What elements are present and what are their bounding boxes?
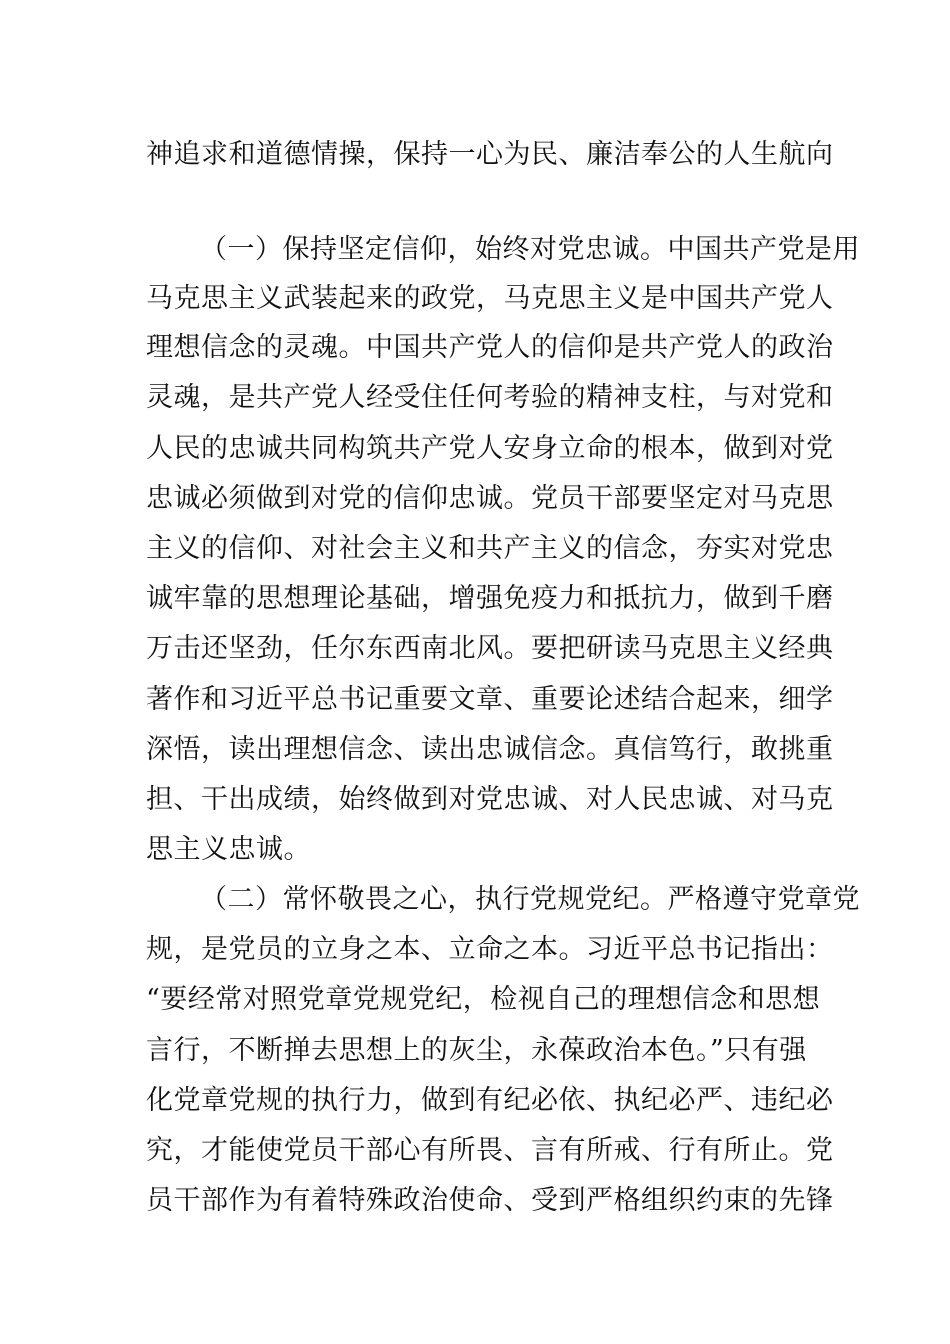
paragraph-line: “要经常对照党章党规党纪，检视自己的理想信念和思想 <box>146 984 821 1015</box>
paragraph-line: 马克思主义武装起来的政党，马克思主义是中国共产党人 <box>146 283 834 314</box>
paragraph-line: （二）常怀敬畏之心，执行党规党纪。严格遵守党章党 <box>200 884 860 915</box>
paragraph-line: 担、干出成绩，始终做到对党忠诚、对人民忠诚、对马克 <box>146 784 834 815</box>
paragraph-line: 化党章党规的执行力，做到有纪必依、执纪必严、违纪必 <box>146 1085 834 1116</box>
paragraph-line: 著作和习近平总书记重要文章、重要论述结合起来，细学 <box>146 684 834 715</box>
paragraph-line: 灵魂，是共产党人经受住任何考验的精神支柱，与对党和 <box>146 382 834 413</box>
paragraph-line: 深悟，读出理想信念、读出忠诚信念。真信笃行，敢挑重 <box>146 734 834 765</box>
paragraph-line: 员干部作为有着特殊政治使命、受到严格组织约束的先锋 <box>146 1185 834 1216</box>
paragraph-line: 言行，不断掸去思想上的灰尘，永葆政治本色。”只有强 <box>146 1035 807 1066</box>
paragraph-line: 规，是党员的立身之本、立命之本。习近平总书记指出： <box>146 934 834 965</box>
paragraph-line: 万击还坚劲，任尔东西南北风。要把研读马克思主义经典 <box>146 633 834 664</box>
paragraph-line: （一）保持坚定信仰，始终对党忠诚。中国共产党是用 <box>200 234 860 265</box>
paragraph-line: 思主义忠诚。 <box>146 834 311 865</box>
heading-tail-line: 神追求和道德情操，保持一心为民、廉洁奉公的人生航向 <box>146 139 834 170</box>
paragraph-line: 理想信念的灵魂。中国共产党人的信仰是共产党人的政治 <box>146 332 834 363</box>
paragraph-line: 忠诚必须做到对党的信仰忠诚。党员干部要坚定对马克思 <box>146 483 834 514</box>
paragraph-line: 主义的信仰、对社会主义和共产主义的信念，夯实对党忠 <box>146 533 834 564</box>
paragraph-line: 诚牢靠的思想理论基础，增强免疫力和抵抗力，做到千磨 <box>146 583 834 614</box>
paragraph-line: 人民的忠诚共同构筑共产党人安身立命的根本，做到对党 <box>146 433 834 464</box>
paragraph-line: 究，才能使党员干部心有所畏、言有所戒、行有所止。党 <box>146 1135 834 1166</box>
